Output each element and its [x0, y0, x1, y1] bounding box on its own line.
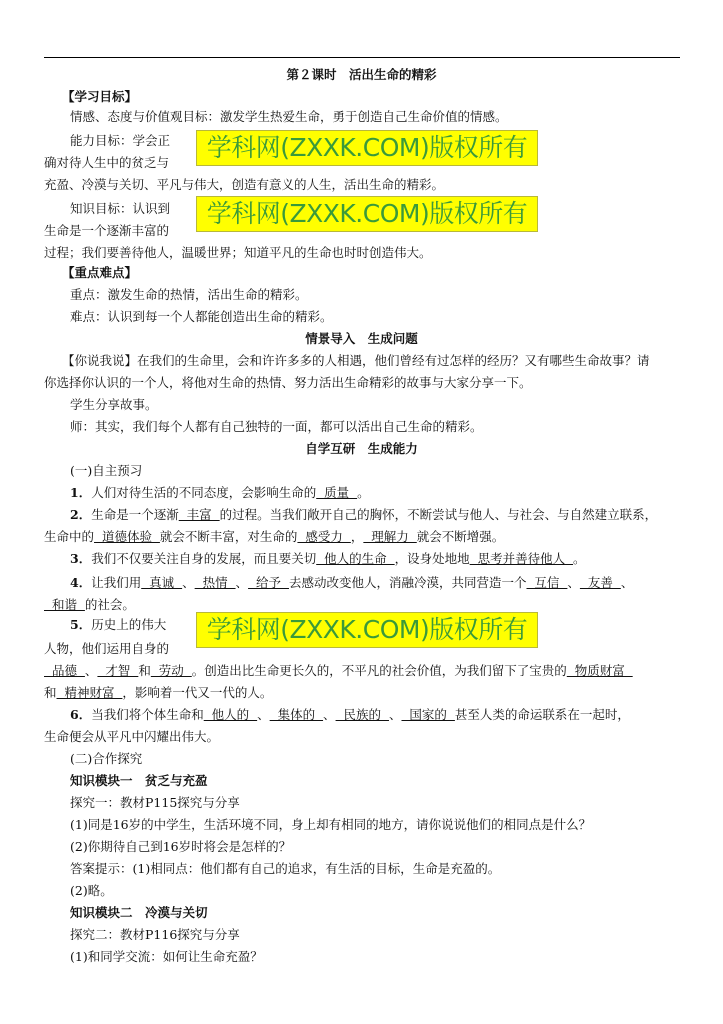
subtitle-intro: 情景导入 生成问题	[305, 331, 418, 346]
question-5-line-1	[70, 616, 166, 634]
q6-answer-2: 集体的	[269, 707, 324, 722]
goal-knowledge-c: 过程；我们要善待他人，温暖世界；知道平凡的生命也时时创造伟大。	[44, 245, 432, 260]
q6-answer-4: 国家的	[401, 707, 455, 722]
q4-sep-4: 、	[620, 575, 634, 590]
question-4-line-2	[44, 596, 135, 614]
q6-sep-3: 、	[388, 707, 402, 722]
intro-line-2: 你选择你认识的一个人，将他对生命的热情、努力活出生命精彩的故事与大家分享一下。	[44, 375, 532, 390]
q2-text-6: 就会不断增强。	[416, 529, 505, 544]
intro-line-1: 【你说我说】在我们的生命里，会和许许多多的人相遇，他们曾经有过怎样的经历？又有哪些生命故事？请	[62, 353, 650, 368]
goal-emotion: 情感、态度与价值观目标：激发学生热爱生命，勇于创造自己生命价值的情感。	[70, 109, 508, 124]
q2-answer-2: 道德体验	[94, 529, 160, 544]
module-2-title: 知识模块二 冷漠与关切	[70, 905, 208, 920]
page-title: 第２课时 活出生命的精彩	[286, 67, 437, 82]
q2-answer-1: 丰富	[178, 507, 220, 522]
q4-answer-3: 给予	[248, 575, 289, 590]
watermark-banner: 学科网(ZXXK.COM)版权所有	[196, 196, 538, 232]
q2-text-1: 生命是一个逐渐	[91, 507, 179, 522]
q6-text-2: 甚至人类的命运联系在一起时，	[454, 707, 630, 722]
explore-1-answer-2: (2)略。	[70, 883, 113, 898]
subtitle-self-study: 自学互研 生成能力	[305, 441, 418, 456]
q3-answer-2: 思考并善待他人	[469, 551, 574, 566]
key-point: 重点：激发生命的热情，活出生命的精彩。	[70, 287, 308, 302]
q3-number: 3．	[70, 551, 92, 566]
intro-line-4: 师：其实，我们每个人都有自己独特的一面，都可以活出自己生命的精彩。	[70, 419, 483, 434]
question-2-line-1	[70, 506, 657, 524]
q4-answer-5: 友善	[579, 575, 621, 590]
header-rule	[44, 57, 680, 58]
q4-sep-3: 、	[567, 575, 580, 590]
q6-sep-1: 、	[257, 707, 270, 722]
question-5-line-4	[44, 684, 272, 702]
question-2-line-2	[44, 528, 504, 546]
q6-answer-3: 民族的	[335, 707, 389, 722]
q1-number: 1．	[70, 485, 92, 500]
goal-ability-c: 充盈、冷漠与关切、平凡与伟大，创造有意义的人生，活出生命的精彩。	[44, 177, 445, 192]
coop-title: (二)合作探究	[70, 751, 143, 766]
q3-text-3: 。	[573, 551, 586, 566]
question-4-line-1	[70, 574, 633, 592]
explore-1: 探究一：教材P115探究与分享	[70, 795, 240, 810]
q5-sep-3: 和	[44, 685, 57, 700]
q2-text-3: 生命中的	[44, 529, 95, 544]
preview-title: (一)自主预习	[70, 463, 143, 478]
explore-1-q1: (1)同是16岁的中学生，生活环境不同，身上却有相同的地方，请你说说他们的相同点是什么？	[70, 817, 592, 832]
question-6-line-1	[70, 706, 630, 724]
goal-ability-b: 确对待人生中的贫乏与	[44, 155, 170, 170]
q2-answer-3: 感受力	[297, 529, 351, 544]
q5-sep-2: 和	[138, 663, 151, 678]
goal-knowledge-a: 知识目标：认识到	[70, 201, 171, 216]
q5-text-4: ，影响着一代又一代的人。	[122, 685, 273, 700]
q4-text-1: 让我们用	[91, 575, 142, 590]
q4-text-3: 的社会。	[84, 597, 135, 612]
explore-1-q2: (2)你期待自己到16岁时将会是怎样的？	[70, 839, 292, 854]
question-3	[70, 550, 586, 568]
intro-line-3: 学生分享故事。	[70, 397, 158, 412]
q2-number: 2．	[70, 507, 92, 522]
q1-text: 人们对待生活的不同态度，会影响生命的	[91, 485, 317, 500]
q2-text-5: ，	[350, 529, 364, 544]
q2-text-4: 就会不断丰富，对生命的	[159, 529, 298, 544]
question-5-line-3	[44, 662, 633, 680]
q4-answer-4: 互信	[526, 575, 568, 590]
q6-sep-2: 、	[323, 707, 336, 722]
q5-text-3: 。创造出比生命更长久的，不平凡的社会价值，为我们留下了宝贵的	[191, 663, 567, 678]
goal-ability-a: 能力目标：学会正	[70, 133, 171, 148]
q6-number: 6．	[70, 707, 92, 722]
q5-number: 5．	[70, 617, 92, 632]
q2-text-2: 的过程。当我们敞开自己的胸怀，不断尝试与他人、与社会、与自然建立联系，	[219, 507, 658, 522]
q4-answer-1: 真诚	[141, 575, 183, 590]
module-1-title: 知识模块一 贫乏与充盈	[70, 773, 208, 788]
q3-text-1: 我们不仅要关注自身的发展，而且要关切	[91, 551, 317, 566]
q2-answer-4: 理解力	[363, 529, 417, 544]
q4-answer-6: 和谐	[44, 597, 85, 612]
q5-answer-5: 精神财富	[56, 685, 123, 700]
q5-answer-1: 品德	[44, 663, 85, 678]
q6-answer-1: 他人的	[203, 707, 258, 722]
q5-answer-2: 才智	[97, 663, 139, 678]
q3-answer-1: 他人的生命	[316, 551, 395, 566]
question-5-line-2: 人物，他们运用自身的	[44, 641, 170, 656]
explore-2: 探究二：教材P116探究与分享	[70, 927, 240, 942]
section-key: 【重点难点】	[62, 265, 138, 280]
q5-text-1: 历史上的伟大	[91, 617, 167, 632]
explore-2-q1: (1)和同学交流：如何让生命充盈？	[70, 949, 263, 964]
question-1	[70, 484, 370, 502]
difficult-point: 难点：认识到每一个人都能创造出生命的精彩。	[70, 309, 333, 324]
watermark-banner: 学科网(ZXXK.COM)版权所有	[196, 612, 538, 648]
q4-text-2: 去感动改变他人，消融冷漠，共同营造一个	[288, 575, 527, 590]
q4-number: 4．	[70, 575, 92, 590]
q5-sep-1: 、	[84, 663, 98, 678]
q4-answer-2: 热情	[194, 575, 236, 590]
question-6-line-2: 生命便会从平凡中闪耀出伟大。	[44, 729, 220, 744]
section-goals: 【学习目标】	[62, 89, 138, 104]
q3-text-2: ，设身处地地	[394, 551, 470, 566]
goal-knowledge-b: 生命是一个逐渐丰富的	[44, 223, 170, 238]
watermark-banner: 学科网(ZXXK.COM)版权所有	[196, 130, 538, 166]
q5-answer-3: 劳动	[150, 663, 192, 678]
q1-text-end: 。	[357, 485, 370, 500]
q1-answer: 质量	[316, 485, 358, 500]
q4-sep-1: 、	[182, 575, 195, 590]
q6-text-1: 当我们将个体生命和	[91, 707, 204, 722]
q4-sep-2: 、	[235, 575, 249, 590]
explore-1-answer: 答案提示：(1)相同点：他们都有自己的追求，有生活的目标，生命是充盈的。	[70, 861, 501, 876]
q5-answer-4: 物质财富	[566, 663, 633, 678]
